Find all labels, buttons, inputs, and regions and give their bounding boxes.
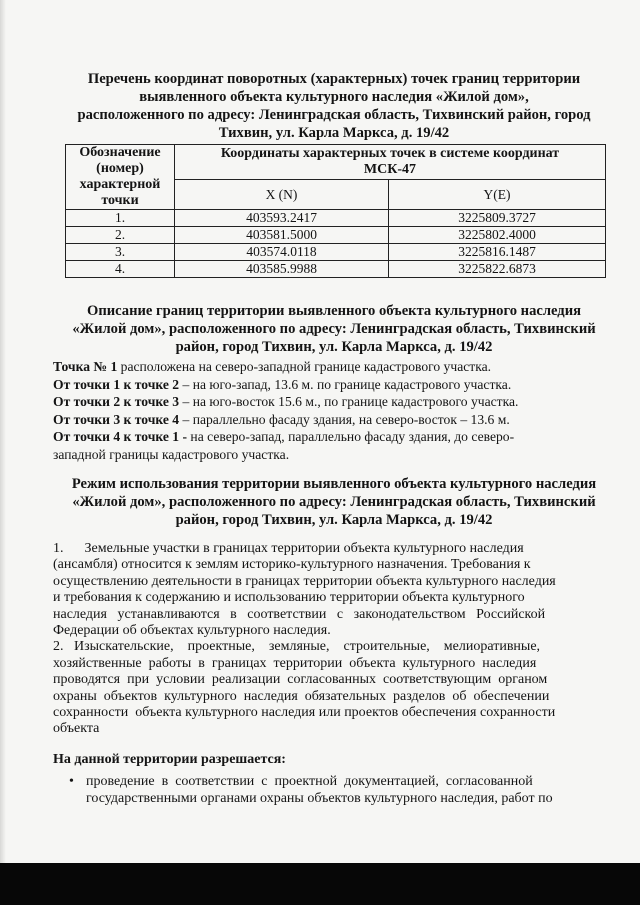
paragraph-line: Федерации об объектах культурного наследия. (53, 623, 331, 639)
coordinates-table (65, 144, 606, 278)
coordinates-header: Координаты характерных точек в системе координат МСК-47 (175, 145, 606, 180)
paragraph-line: 1. Земельные участки в границах территории объекта культурного наследия (53, 541, 524, 556)
x-column-header: X (N) (175, 180, 389, 210)
y-value: 3225809.3727 (389, 210, 606, 227)
x-value: 403593.2417 (175, 210, 389, 227)
x-value: 403574.0118 (175, 244, 389, 261)
point-number: 4. (66, 261, 175, 278)
heading-line: расположенного по адресу: Ленинградская область, Тихвинский район, город (77, 107, 591, 123)
table-row (66, 244, 606, 261)
heading-line: Режим использования территории выявленного объекта культурного наследия (71, 476, 597, 492)
boundary-description (53, 358, 613, 464)
y-column-header: Y(E) (389, 180, 606, 210)
description-line: Точка № 1 расположена на северо-западной границе кадастрового участка. (53, 359, 492, 374)
heading-line: «Жилой дом», расположенного по адресу: Ленинградская область, Тихвинский (72, 494, 596, 510)
paragraph-line: 2. Изыскательские, проектные, земляные, строительные, мелиоративные, (53, 639, 541, 655)
y-value: 3225822.6873 (389, 261, 606, 278)
paragraph-line: сохранности объекта культурного наследия или проектов обеспечения сохранности (53, 705, 556, 721)
table-row (66, 227, 606, 244)
paragraph-line: объекта (53, 721, 100, 737)
table-row (66, 261, 606, 278)
heading-coordinates-list (60, 70, 608, 142)
bullet-item (72, 773, 608, 807)
table-row (66, 210, 606, 227)
heading-line: выявленного объекта культурного наследия «Жилой дом», (139, 89, 529, 105)
bullet-line: проведение в соответствии с проектной документацией, согласованной (86, 774, 533, 789)
paragraph-line: хозяйственные работы в границах территории объекта культурного наследия (53, 655, 537, 671)
heading-line: район, город Тихвин, ул. Карла Маркса, д. 19/42 (175, 512, 493, 528)
paragraph-line: (ансамбля) относится к землям историко-культурного назначения. Требования к (53, 557, 531, 573)
point-number: 2. (66, 227, 175, 244)
bullet-line: государственными органами охраны объектов культурного наследия, работ по (86, 791, 553, 806)
heading-boundary-description (60, 302, 608, 356)
point-number-header: Обозначение (номер) характерной точки (66, 145, 175, 210)
scan-edge-shadow (0, 0, 6, 905)
x-value: 403581.5000 (175, 227, 389, 244)
paragraph-line: охраны объектов культурного наследия обязательных разделов об обеспечении (53, 688, 550, 704)
x-value: 403585.9988 (175, 261, 389, 278)
heading-line: Перечень координат поворотных (характерных) точек границ территории (87, 71, 581, 87)
heading-usage-regime (60, 475, 608, 529)
allowed-section-title: На данной территории разрешается: (53, 752, 286, 767)
paragraph-line: наследия устанавливаются в соответствии с законодательством Российской (53, 606, 546, 622)
point-number: 3. (66, 244, 175, 261)
description-line: От точки 4 к точке 1 - на северо-запад, параллельно фасаду здания, до северо- (53, 429, 515, 445)
paragraph-line: осуществлению деятельности в границах территории объекта культурного наследия (53, 573, 556, 589)
usage-regime-text (53, 541, 605, 738)
scan-bottom-edge (0, 863, 640, 905)
heading-line: Тихвин, ул. Карла Маркса, д. 19/42 (218, 125, 450, 141)
y-value: 3225802.4000 (389, 227, 606, 244)
heading-line: Описание границ территории выявленного объекта культурного наследия (86, 303, 581, 319)
y-value: 3225816.1487 (389, 244, 606, 261)
heading-line: район, город Тихвин, ул. Карла Маркса, д. 19/42 (175, 339, 493, 355)
description-line: От точки 3 к точке 4 – параллельно фасаду здания, на северо-восток – 13.6 м. (53, 411, 510, 427)
heading-line: «Жилой дом», расположенного по адресу: Ленинградская область, Тихвинский (72, 321, 596, 337)
paragraph-line: и требования к содержанию и использованию территории объекта культурного (53, 590, 525, 606)
description-line: От точки 1 к точке 2 – на юго-запад, 13.6 м. по границе кадастрового участка. (53, 376, 512, 392)
paragraph-line: проводятся при условии реализации согласованных соответствующим органом (53, 672, 548, 688)
description-line: От точки 2 к точке 3 – на юго-восток 15.6 м., по границе кадастрового участка. (53, 394, 519, 410)
bullet-icon: • (69, 774, 74, 789)
description-line: западной границы кадастрового участка. (53, 446, 290, 462)
point-number: 1. (66, 210, 175, 227)
